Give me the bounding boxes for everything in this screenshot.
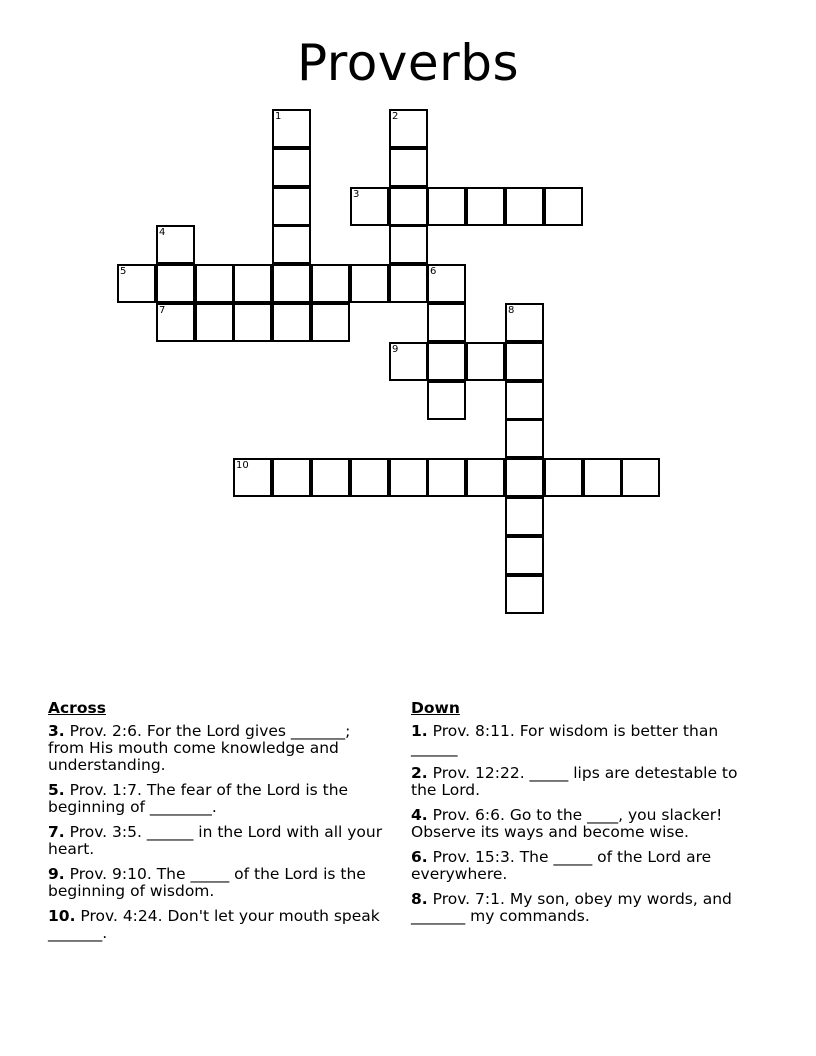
clue-number: 7. xyxy=(48,823,65,841)
clue-text: Prov. 1:7. The fear of the Lord is the beginning of ________. xyxy=(48,781,349,816)
crossword-cell[interactable] xyxy=(233,303,272,342)
clue-number: 10. xyxy=(48,907,76,925)
crossword-cell[interactable] xyxy=(466,458,505,497)
across-clue-5 xyxy=(48,782,383,816)
crossword-cell[interactable] xyxy=(233,264,272,303)
clue-number: 9. xyxy=(48,865,65,883)
crossword-cell[interactable] xyxy=(427,342,466,381)
clue-number: 3. xyxy=(48,722,65,740)
cell-number: 1 xyxy=(275,111,282,122)
crossword-cell[interactable] xyxy=(195,303,234,342)
clue-text: Prov. 15:3. The _____ of the Lord are everywhere. xyxy=(411,848,712,883)
crossword-cell[interactable] xyxy=(505,381,544,420)
crossword-cell[interactable] xyxy=(466,342,505,381)
across-clue-3 xyxy=(48,723,383,774)
clue-text: Prov. 4:24. Don't let your mouth speak _______. xyxy=(48,907,380,942)
crossword-cell[interactable] xyxy=(272,264,311,303)
clue-text: Prov. 8:11. For wisdom is better than ______ xyxy=(411,722,719,757)
crossword-cell[interactable] xyxy=(311,303,350,342)
clue-text: Prov. 3:5. ______ in the Lord with all your heart. xyxy=(48,823,383,858)
across-clue-10 xyxy=(48,908,383,942)
down-clue-6 xyxy=(411,849,746,883)
clue-text: Prov. 9:10. The _____ of the Lord is the beginning of wisdom. xyxy=(48,865,366,900)
crossword-cell[interactable] xyxy=(311,264,350,303)
crossword-cell[interactable] xyxy=(350,264,389,303)
crossword-cell[interactable] xyxy=(505,458,544,497)
crossword-cell-4[interactable] xyxy=(156,225,195,264)
crossword-cell-6[interactable] xyxy=(427,264,466,303)
crossword-cell[interactable] xyxy=(427,303,466,342)
down-clue-8 xyxy=(411,891,746,925)
crossword-cell[interactable] xyxy=(544,458,583,497)
cell-number: 2 xyxy=(392,111,399,122)
crossword-cell[interactable] xyxy=(389,187,428,226)
crossword-cell-9[interactable] xyxy=(389,342,428,381)
crossword-cell-1[interactable] xyxy=(272,109,311,148)
crossword-cell[interactable] xyxy=(583,458,622,497)
clue-text: Prov. 2:6. For the Lord gives _______; from His mouth come knowledge and understanding. xyxy=(48,722,351,774)
crossword-cell[interactable] xyxy=(350,458,389,497)
down-clue-1 xyxy=(411,723,746,757)
clue-text: Prov. 12:22. _____ lips are detestable to the Lord. xyxy=(411,764,738,799)
cell-number: 6 xyxy=(430,266,437,277)
cell-number: 5 xyxy=(120,266,127,277)
clue-text: Prov. 6:6. Go to the ____, you slacker! Observe its ways and become wise. xyxy=(411,806,723,841)
clue-number: 6. xyxy=(411,848,428,866)
crossword-cell[interactable] xyxy=(427,187,466,226)
down-heading: Down xyxy=(411,699,460,717)
crossword-cell[interactable] xyxy=(389,264,428,303)
crossword-cell-7[interactable] xyxy=(156,303,195,342)
clue-number: 2. xyxy=(411,764,428,782)
down-clue-2 xyxy=(411,765,746,799)
across-clues xyxy=(48,700,383,950)
crossword-cell[interactable] xyxy=(427,458,466,497)
crossword-cell[interactable] xyxy=(272,225,311,264)
crossword-cell[interactable] xyxy=(505,575,544,614)
cell-number: 9 xyxy=(392,344,399,355)
crossword-cell[interactable] xyxy=(505,187,544,226)
crossword-cell[interactable] xyxy=(389,225,428,264)
crossword-cell[interactable] xyxy=(466,187,505,226)
crossword-cell[interactable] xyxy=(272,303,311,342)
crossword-cell[interactable] xyxy=(544,187,583,226)
crossword-cell[interactable] xyxy=(272,187,311,226)
cell-number: 7 xyxy=(159,305,166,316)
cell-number: 3 xyxy=(353,189,360,200)
crossword-cell[interactable] xyxy=(272,148,311,187)
crossword-cell[interactable] xyxy=(505,419,544,458)
crossword-cell-8[interactable] xyxy=(505,303,544,342)
down-clue-4 xyxy=(411,807,746,841)
clue-number: 5. xyxy=(48,781,65,799)
crossword-cell[interactable] xyxy=(505,342,544,381)
clue-number: 1. xyxy=(411,722,428,740)
crossword-cell[interactable] xyxy=(505,536,544,575)
crossword-cell[interactable] xyxy=(156,264,195,303)
crossword-cell[interactable] xyxy=(389,148,428,187)
crossword-cell[interactable] xyxy=(389,458,428,497)
crossword-cell-5[interactable] xyxy=(117,264,156,303)
across-clue-9 xyxy=(48,866,383,900)
clue-text: Prov. 7:1. My son, obey my words, and _______ my commands. xyxy=(411,890,732,925)
across-heading: Across xyxy=(48,699,106,717)
down-clues xyxy=(411,700,746,933)
crossword-cell-3[interactable] xyxy=(350,187,389,226)
crossword-cell[interactable] xyxy=(311,458,350,497)
crossword-cell[interactable] xyxy=(427,381,466,420)
crossword-cell[interactable] xyxy=(272,458,311,497)
crossword-cell[interactable] xyxy=(621,458,660,497)
crossword-cell[interactable] xyxy=(195,264,234,303)
crossword-cell-2[interactable] xyxy=(389,109,428,148)
across-clue-7 xyxy=(48,824,383,858)
crossword-cell[interactable] xyxy=(505,497,544,536)
clue-number: 8. xyxy=(411,890,428,908)
cell-number: 4 xyxy=(159,227,166,238)
crossword-cell-10[interactable] xyxy=(233,458,272,497)
puzzle-title: Proverbs xyxy=(296,34,520,92)
cell-number: 10 xyxy=(236,460,249,471)
clue-number: 4. xyxy=(411,806,428,824)
cell-number: 8 xyxy=(508,305,515,316)
